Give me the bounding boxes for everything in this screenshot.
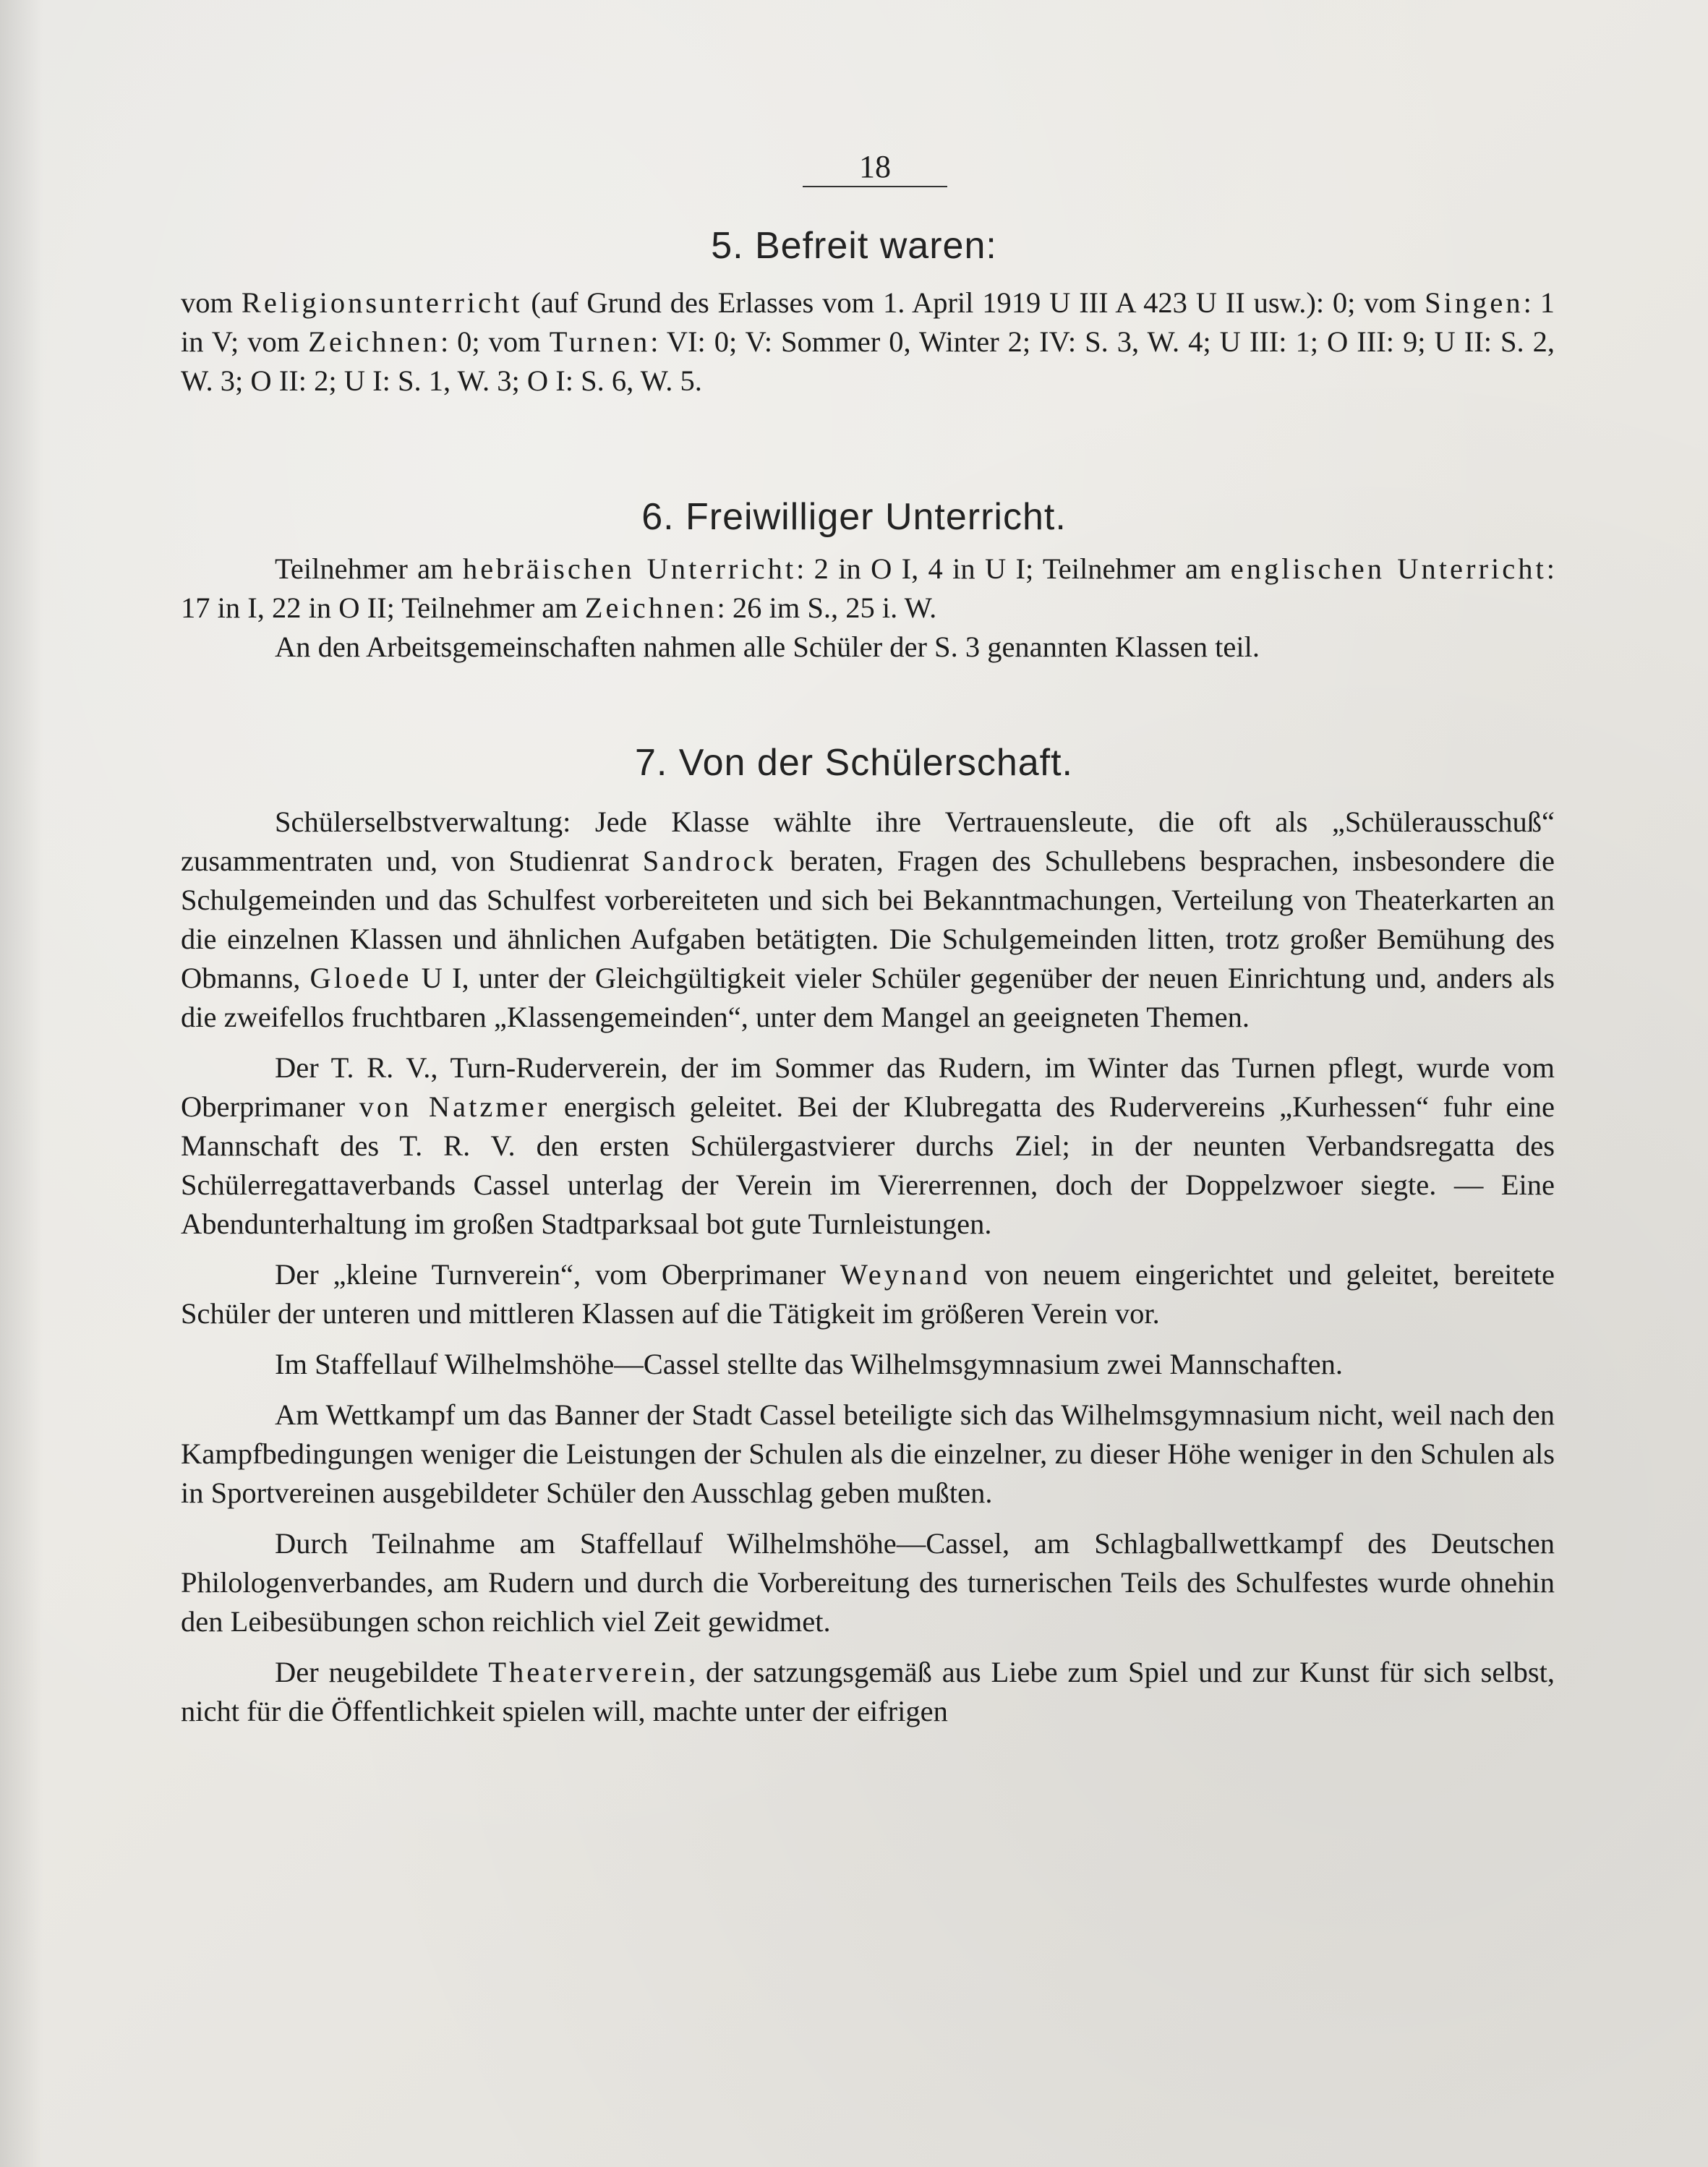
spaced-term: Turnen xyxy=(549,325,651,358)
text-run: , der satzungsgemäß aus Liebe zum Spiel und zur Kunst für sich selbst, nicht für die Öffentlichkeit spielen will, machte unter der eifrigen xyxy=(181,1656,1555,1727)
text-run: Teilnehmer am xyxy=(275,552,463,585)
text-run: : VI: 0; V: Sommer 0, Winter 2; IV: S. 3, W. 4; U III: 1; O III: 9; U II: S. 2, W. 3; O II: 2; U I: S. 1, W. 3; O I: S. 6, W. 5. xyxy=(181,325,1555,397)
text-run: Der „kleine Turnverein“, vom Oberprimaner xyxy=(275,1258,840,1291)
text-run: : 17 in I, 22 in O II; Teilnehmer am xyxy=(181,552,1555,624)
text-run: U I, unter der Gleichgültigkeit vieler Schüler gegenüber der neuen Einrichtung und, anders als die zweifellos fruchtbaren „Klassengemeinden“, unter dem Mangel an geeigneten Themen. xyxy=(181,962,1555,1033)
text-run: Schülerselbstverwaltung: Jede Klasse wählte ihre Vertrauensleute, die oft als „Schülerausschuß“ zusammentraten und, von Studienrat xyxy=(181,805,1555,877)
page-fold-shadow xyxy=(0,0,43,2167)
text-run: Der T. R. V., Turn-Ruderverein, der im Sommer das Rudern, im Winter das Turnen pflegt, wurde vom Oberprimaner xyxy=(181,1051,1555,1123)
section-7-paragraph: Im Staffellauf Wilhelmshöhe—Cassel stellte das Wilhelmsgymnasium zwei Mannschaften. xyxy=(275,1348,1343,1380)
text-run: von neuem eingerichtet und geleitet, bereitete Schüler der unteren und mittleren Klassen auf die Tätigkeit im größeren Verein vor. xyxy=(181,1258,1555,1330)
section-6-paragraph xyxy=(181,550,1555,628)
spaced-name: Sandrock xyxy=(642,845,777,877)
text-run: beraten, Fragen des Schullebens besprachen, insbesondere die Schulgemeinden und das Schulfest vorbereiteten und sich bei Bekanntmachungen, Verteilung von Theaterkarten an die einzelnen Klassen und ähnlichen Aufgaben betätigten. Die Schulgemeinden litten, trotz großer Bemühung des Obmanns, xyxy=(181,845,1555,994)
section-7-paragraph xyxy=(181,1255,1555,1333)
spaced-term: englischen Unterricht xyxy=(1230,552,1547,585)
text-run: : 0; vom xyxy=(440,325,550,358)
spaced-term: Religionsunterricht xyxy=(241,286,523,319)
section-6-paragraph: An den Arbeitsgemeinschaften nahmen alle Schüler der S. 3 genannten Klassen teil. xyxy=(275,631,1260,663)
spaced-name: von Natzmer xyxy=(359,1090,550,1123)
section-7-paragraph: Durch Teilnahme am Staffellauf Wilhelmshöhe—Cassel, am Schlagballwettkampf des Deutschen Philologenverbandes, am Rudern und durch die Vorbereitung des turnerischen Teils des Schulfestes wurde ohnehin den Leibesübungen schon reichlich viel Zeit gewidmet. xyxy=(181,1527,1555,1638)
page-number-rule xyxy=(803,186,947,187)
text-run: (auf Grund des Erlasses vom 1. April 1919 U III A 423 U II usw.): 0; vom xyxy=(522,286,1425,319)
spaced-term: Singen xyxy=(1425,286,1524,319)
text-run: vom xyxy=(181,286,242,319)
text-run: energisch geleitet. Bei der Klubregatta des Rudervereins „Kurhessen“ fuhr eine Mannschaft des T. R. V. den ersten Schülergastvierer durchs Ziel; in der neunten Verbandsregatta des Schülerregattaverbands Cassel unterlag der Verein im Viererrennen, doch der Doppelzwoer siegte. — Eine Abendunterhaltung im großen Stadtparksaal bot gute Turnleistungen. xyxy=(181,1090,1555,1240)
section-5-heading: 5. Befreit waren: xyxy=(711,225,997,267)
section-5-paragraph xyxy=(181,283,1555,401)
spaced-name: Gloede xyxy=(309,962,412,994)
text-run: : 2 in O I, 4 in U I; Teilnehmer am xyxy=(796,552,1231,585)
section-6-heading: 6. Freiwilliger Unterricht. xyxy=(641,496,1067,538)
spaced-term: Zeichnen xyxy=(308,325,440,358)
spaced-name: Weynand xyxy=(840,1258,970,1291)
page-number: 18 xyxy=(859,149,891,184)
section-7-paragraph xyxy=(181,1653,1555,1731)
spaced-term: Zeichnen xyxy=(584,591,717,624)
section-6-body xyxy=(181,550,1555,667)
section-7-paragraph: Am Wettkampf um das Banner der Stadt Cassel beteiligte sich das Wilhelmsgymnasium nicht, weil nach den Kampfbedingungen weniger die Leistungen der Schulen als die einzelner, zu dieser Höhe weniger in den Schulen als in Sportvereinen ausgebildeter Schüler den Ausschlag geben mußten. xyxy=(181,1398,1555,1509)
spaced-term: Theaterverein xyxy=(488,1656,689,1688)
spaced-term: hebräischen Unterricht xyxy=(462,552,797,585)
text-run: Der neugebildete xyxy=(275,1656,489,1688)
section-7-paragraph xyxy=(181,803,1555,1037)
text-run: : 26 im S., 25 i. W. xyxy=(717,591,937,624)
section-5-body xyxy=(181,283,1555,401)
section-7-heading: 7. Von der Schülerschaft. xyxy=(634,742,1073,784)
section-7-paragraph xyxy=(181,1048,1555,1244)
text-run: : 1 in V; vom xyxy=(181,286,1555,358)
section-7-body xyxy=(181,803,1555,1743)
